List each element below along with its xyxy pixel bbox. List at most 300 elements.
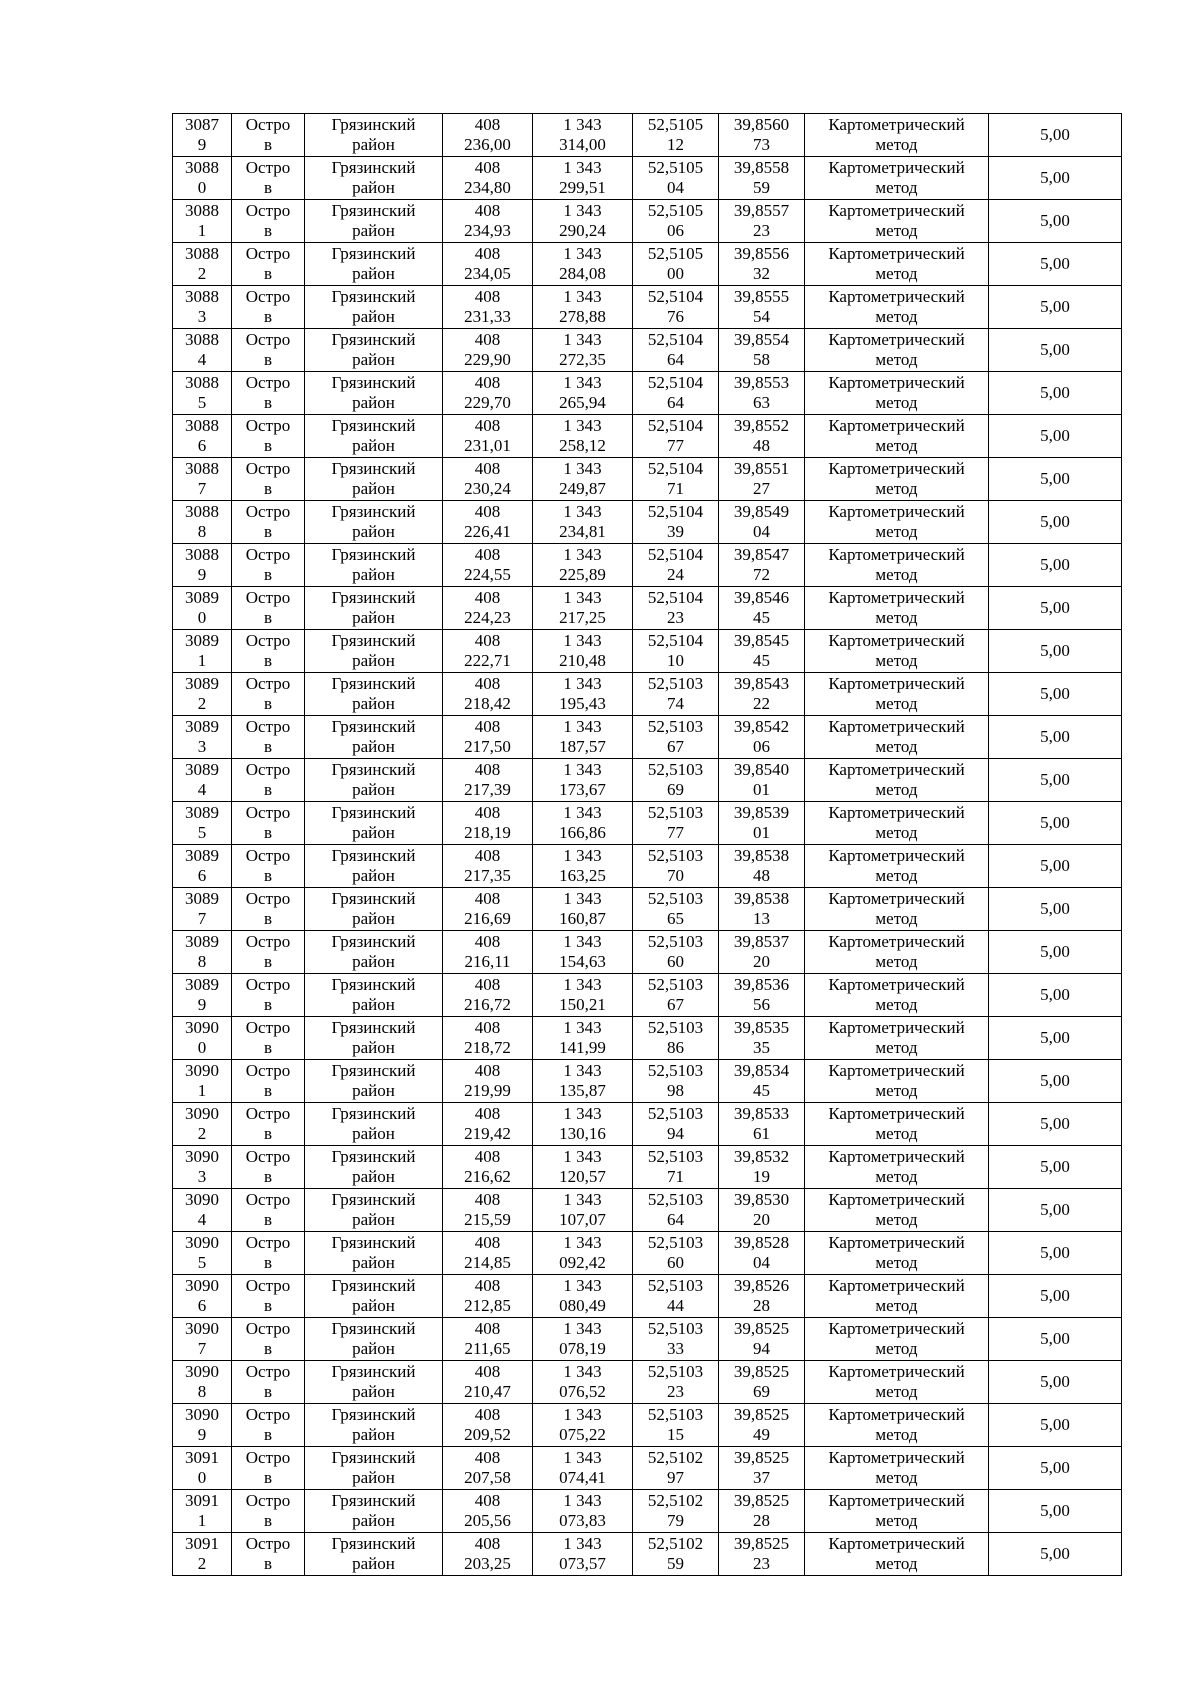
longitude-cell-line: 37: [753, 1468, 770, 1487]
coord-y-cell-line: 1 343: [563, 1018, 602, 1037]
point-number-cell-line: 3089: [185, 760, 219, 779]
point-number-cell: [173, 1017, 232, 1060]
latitude-cell: [633, 630, 719, 673]
coord-y-cell-line: 284,08: [559, 264, 606, 283]
district-cell: [305, 1361, 443, 1404]
object-type-cell-text: [232, 1189, 304, 1231]
coord-x-cell-text: [443, 415, 532, 457]
coord-x-cell: [443, 1103, 533, 1146]
latitude-cell-line: 70: [667, 866, 684, 885]
accuracy-cell: 5,00: [989, 1060, 1122, 1103]
object-type-cell-line: Остро: [245, 1018, 291, 1037]
longitude-cell: [719, 716, 805, 759]
coord-y-cell-text: [533, 974, 632, 1016]
coord-x-cell-text: [443, 1232, 532, 1274]
point-number-cell-line: 3091: [185, 1534, 219, 1553]
method-cell-text: [805, 1275, 988, 1317]
longitude-cell: [719, 931, 805, 974]
district-cell-line: район: [352, 1210, 395, 1229]
longitude-cell-line: 39,8553: [733, 373, 790, 392]
longitude-cell-line: 39,8538: [733, 889, 790, 908]
accuracy-cell: 5,00: [989, 1361, 1122, 1404]
latitude-cell-text: [633, 1533, 718, 1575]
accuracy-cell: 5,00: [989, 1146, 1122, 1189]
point-number-cell-line: 3089: [185, 674, 219, 693]
district-cell: [305, 1490, 443, 1533]
longitude-cell-line: 39,8539: [733, 803, 790, 822]
point-number-cell-line: 8: [197, 1382, 207, 1401]
latitude-cell-text: [633, 1404, 718, 1446]
coord-y-cell-text: [533, 415, 632, 457]
coord-x-cell-line: 408: [474, 1491, 501, 1510]
coord-x-cell-line: 203,25: [464, 1554, 511, 1573]
coord-x-cell-line: 234,80: [464, 178, 511, 197]
table-body: [173, 114, 1122, 1576]
coord-x-cell-text: [443, 888, 532, 930]
method-cell: [805, 1490, 989, 1533]
district-cell: [305, 974, 443, 1017]
coord-y-cell: [533, 716, 633, 759]
point-number-cell-line: 9: [197, 995, 207, 1014]
method-cell-line: метод: [875, 350, 918, 369]
point-number-cell: [173, 1361, 232, 1404]
coord-x-cell-line: 408: [474, 545, 501, 564]
district-cell: [305, 759, 443, 802]
district-cell: [305, 1318, 443, 1361]
coord-x-cell-line: 210,47: [464, 1382, 511, 1401]
longitude-cell: [719, 673, 805, 716]
coord-x-cell-line: 234,93: [464, 221, 511, 240]
coord-x-cell-line: 216,62: [464, 1167, 511, 1186]
coord-x-cell: [443, 802, 533, 845]
object-type-cell-line: в: [263, 1554, 273, 1573]
latitude-cell-text: [633, 1447, 718, 1489]
district-cell: [305, 802, 443, 845]
method-cell: [805, 1189, 989, 1232]
latitude-cell-text: [633, 845, 718, 887]
object-type-cell-text: [232, 1490, 304, 1532]
latitude-cell-line: 52,5104: [647, 330, 704, 349]
method-cell-text: [805, 716, 988, 758]
method-cell-text: [805, 845, 988, 887]
coord-y-cell: [533, 1404, 633, 1447]
coord-y-cell: [533, 888, 633, 931]
longitude-cell-line: 39,8554: [733, 330, 790, 349]
method-cell: [805, 931, 989, 974]
point-number-cell-text: [173, 1318, 231, 1360]
district-cell: [305, 114, 443, 157]
object-type-cell-text: [232, 415, 304, 457]
latitude-cell-line: 23: [667, 1382, 684, 1401]
latitude-cell-line: 52,5104: [647, 287, 704, 306]
method-cell-line: Картометрический: [828, 373, 965, 392]
coord-x-cell: [443, 1146, 533, 1189]
longitude-cell-text: [719, 329, 804, 371]
object-type-cell-line: Остро: [245, 1276, 291, 1295]
longitude-cell-line: 39,8538: [733, 846, 790, 865]
coord-y-cell-text: [533, 1490, 632, 1532]
point-number-cell-line: 0: [197, 178, 207, 197]
coord-y-cell-text: [533, 1404, 632, 1446]
longitude-cell-text: [719, 1533, 804, 1575]
district-cell: [305, 1017, 443, 1060]
district-cell-text: [305, 759, 442, 801]
point-number-cell-text: [173, 415, 231, 457]
object-type-cell-line: Остро: [245, 1061, 291, 1080]
accuracy-cell: 5,00: [989, 888, 1122, 931]
latitude-cell: [633, 974, 719, 1017]
latitude-cell-line: 86: [667, 1038, 684, 1057]
longitude-cell-line: 72: [753, 565, 770, 584]
method-cell: [805, 286, 989, 329]
coord-x-cell: [443, 1017, 533, 1060]
point-number-cell-line: 7: [197, 479, 207, 498]
object-type-cell-line: Остро: [245, 201, 291, 220]
coord-x-cell: [443, 1232, 533, 1275]
coord-y-cell-line: 1 343: [563, 803, 602, 822]
longitude-cell: [719, 845, 805, 888]
district-cell-line: район: [352, 1382, 395, 1401]
method-cell-line: Картометрический: [828, 330, 965, 349]
method-cell-text: [805, 630, 988, 672]
point-number-cell-text: [173, 200, 231, 242]
accuracy-cell: 5,00: [989, 458, 1122, 501]
coord-y-cell-line: 1 343: [563, 1061, 602, 1080]
object-type-cell-line: в: [263, 264, 273, 283]
longitude-cell-line: 28: [753, 1296, 770, 1315]
method-cell-text: [805, 1103, 988, 1145]
coord-y-cell-text: [533, 1060, 632, 1102]
accuracy-cell: 5,00: [989, 1318, 1122, 1361]
district-cell-text: [305, 329, 442, 371]
method-cell-line: метод: [875, 1038, 918, 1057]
method-cell-line: метод: [875, 1124, 918, 1143]
object-type-cell-text: [232, 1533, 304, 1575]
coord-y-cell-line: 1 343: [563, 115, 602, 134]
longitude-cell-line: 39,8546: [733, 588, 790, 607]
longitude-cell-line: 35: [753, 1038, 770, 1057]
latitude-cell-line: 12: [667, 135, 684, 154]
latitude-cell-text: [633, 1361, 718, 1403]
latitude-cell-text: [633, 114, 718, 156]
method-cell-text: [805, 1361, 988, 1403]
coord-y-cell: [533, 1318, 633, 1361]
district-cell-line: Грязинский: [331, 1491, 416, 1510]
district-cell-line: Грязинский: [331, 1534, 416, 1553]
point-number-cell: [173, 544, 232, 587]
object-type-cell-line: Остро: [245, 1534, 291, 1553]
object-type-cell-line: Остро: [245, 1233, 291, 1252]
point-number-cell-line: 9: [197, 135, 207, 154]
accuracy-cell: 5,00: [989, 845, 1122, 888]
coord-x-cell-line: 217,50: [464, 737, 511, 756]
point-number-cell: [173, 458, 232, 501]
coord-x-cell-line: 408: [474, 459, 501, 478]
coord-x-cell: [443, 243, 533, 286]
latitude-cell-text: [633, 630, 718, 672]
object-type-cell: [232, 974, 305, 1017]
object-type-cell-line: в: [263, 1296, 273, 1315]
longitude-cell-line: 39,8552: [733, 416, 790, 435]
latitude-cell-text: [633, 243, 718, 285]
longitude-cell-text: [719, 716, 804, 758]
coord-y-cell-text: [533, 759, 632, 801]
point-number-cell-text: [173, 157, 231, 199]
longitude-cell: [719, 200, 805, 243]
longitude-cell-text: [719, 888, 804, 930]
method-cell-text: [805, 1447, 988, 1489]
accuracy-cell: 5,00: [989, 759, 1122, 802]
object-type-cell-line: в: [263, 995, 273, 1014]
point-number-cell-text: [173, 1017, 231, 1059]
district-cell-text: [305, 1361, 442, 1403]
method-cell-text: [805, 1189, 988, 1231]
point-number-cell-line: 0: [197, 608, 207, 627]
district-cell-text: [305, 1017, 442, 1059]
latitude-cell-line: 52,5103: [647, 1104, 704, 1123]
latitude-cell-line: 77: [667, 823, 684, 842]
longitude-cell-line: 32: [753, 264, 770, 283]
coord-x-cell-line: 224,55: [464, 565, 511, 584]
district-cell-line: район: [352, 1038, 395, 1057]
longitude-cell-text: [719, 458, 804, 500]
method-cell-line: метод: [875, 393, 918, 412]
point-number-cell-text: [173, 974, 231, 1016]
longitude-cell: [719, 501, 805, 544]
coord-x-cell-text: [443, 200, 532, 242]
coord-x-cell: [443, 200, 533, 243]
latitude-cell-line: 74: [667, 694, 684, 713]
object-type-cell-line: в: [263, 436, 273, 455]
object-type-cell-text: [232, 759, 304, 801]
method-cell-line: метод: [875, 1382, 918, 1401]
object-type-cell-line: Остро: [245, 244, 291, 263]
coord-y-cell-text: [533, 716, 632, 758]
latitude-cell-line: 52,5103: [647, 803, 704, 822]
coord-y-cell-line: 1 343: [563, 975, 602, 994]
object-type-cell-line: в: [263, 393, 273, 412]
method-cell-line: Картометрический: [828, 416, 965, 435]
object-type-cell: [232, 931, 305, 974]
coord-y-cell-line: 1 343: [563, 1147, 602, 1166]
point-number-cell-line: 3088: [185, 545, 219, 564]
coord-y-cell-line: 1 343: [563, 1491, 602, 1510]
object-type-cell-line: в: [263, 1167, 273, 1186]
latitude-cell: [633, 1232, 719, 1275]
latitude-cell-text: [633, 544, 718, 586]
latitude-cell: [633, 286, 719, 329]
coord-y-cell: [533, 157, 633, 200]
point-number-cell-line: 5: [197, 823, 207, 842]
district-cell-line: Грязинский: [331, 932, 416, 951]
coord-x-cell-line: 207,58: [464, 1468, 511, 1487]
coord-x-cell-text: [443, 286, 532, 328]
coord-x-cell-line: 408: [474, 1190, 501, 1209]
point-number-cell: [173, 200, 232, 243]
point-number-cell-line: 2: [197, 264, 207, 283]
coord-x-cell: [443, 888, 533, 931]
latitude-cell-line: 52,5103: [647, 1018, 704, 1037]
point-number-cell-text: [173, 286, 231, 328]
point-number-cell-line: 3091: [185, 1448, 219, 1467]
point-number-cell: [173, 1275, 232, 1318]
latitude-cell: [633, 587, 719, 630]
accuracy-cell: 5,00: [989, 243, 1122, 286]
point-number-cell-line: 3: [197, 307, 207, 326]
district-cell: [305, 415, 443, 458]
longitude-cell-text: [719, 372, 804, 414]
accuracy-cell: 5,00: [989, 1017, 1122, 1060]
latitude-cell: [633, 673, 719, 716]
latitude-cell: [633, 1189, 719, 1232]
district-cell-line: Грязинский: [331, 803, 416, 822]
coord-x-cell: [443, 157, 533, 200]
longitude-cell-line: 39,8533: [733, 1104, 790, 1123]
point-number-cell: [173, 372, 232, 415]
object-type-cell-line: Остро: [245, 932, 291, 951]
district-cell-line: район: [352, 823, 395, 842]
method-cell-line: метод: [875, 1554, 918, 1573]
method-cell: [805, 802, 989, 845]
coord-y-cell: [533, 931, 633, 974]
coord-y-cell-line: 163,25: [559, 866, 606, 885]
object-type-cell-line: Остро: [245, 674, 291, 693]
longitude-cell-line: 27: [753, 479, 770, 498]
object-type-cell: [232, 1189, 305, 1232]
district-cell-line: район: [352, 1124, 395, 1143]
point-number-cell-text: [173, 931, 231, 973]
object-type-cell-line: в: [263, 1339, 273, 1358]
coord-x-cell: [443, 1361, 533, 1404]
point-number-cell-line: 5: [197, 393, 207, 412]
longitude-cell-text: [719, 1060, 804, 1102]
latitude-cell-line: 64: [667, 393, 684, 412]
object-type-cell-line: Остро: [245, 1147, 291, 1166]
longitude-cell-line: 39,8525: [733, 1491, 790, 1510]
point-number-cell: [173, 802, 232, 845]
point-number-cell-text: [173, 1060, 231, 1102]
district-cell: [305, 673, 443, 716]
district-cell: [305, 587, 443, 630]
method-cell-text: [805, 200, 988, 242]
district-cell-line: район: [352, 608, 395, 627]
coord-y-cell: [533, 1533, 633, 1576]
coord-x-cell-text: [443, 716, 532, 758]
district-cell-text: [305, 587, 442, 629]
table-row: [173, 1060, 1122, 1103]
object-type-cell: [232, 1017, 305, 1060]
method-cell: [805, 1017, 989, 1060]
latitude-cell-text: [633, 1275, 718, 1317]
method-cell: [805, 501, 989, 544]
longitude-cell-line: 06: [753, 737, 770, 756]
coord-x-cell: [443, 114, 533, 157]
point-number-cell: [173, 1103, 232, 1146]
district-cell-line: Грязинский: [331, 760, 416, 779]
table-row: [173, 931, 1122, 974]
table-row: [173, 1103, 1122, 1146]
object-type-cell: [232, 329, 305, 372]
object-type-cell: [232, 1232, 305, 1275]
coord-y-cell: [533, 759, 633, 802]
method-cell-text: [805, 458, 988, 500]
district-cell-line: Грязинский: [331, 1276, 416, 1295]
coord-y-cell: [533, 845, 633, 888]
object-type-cell-line: Остро: [245, 158, 291, 177]
method-cell: [805, 1447, 989, 1490]
district-cell-line: район: [352, 909, 395, 928]
coord-x-cell-line: 408: [474, 115, 501, 134]
district-cell-text: [305, 1232, 442, 1274]
object-type-cell-text: [232, 1361, 304, 1403]
point-number-cell-text: [173, 1361, 231, 1403]
longitude-cell-line: 39,8525: [733, 1362, 790, 1381]
method-cell: [805, 329, 989, 372]
longitude-cell-line: 39,8556: [733, 244, 790, 263]
longitude-cell-line: 39,8534: [733, 1061, 790, 1080]
longitude-cell-line: 39,8549: [733, 502, 790, 521]
point-number-cell-line: 3088: [185, 201, 219, 220]
object-type-cell-line: в: [263, 135, 273, 154]
object-type-cell-line: в: [263, 1382, 273, 1401]
latitude-cell-line: 60: [667, 952, 684, 971]
coord-x-cell-text: [443, 931, 532, 973]
latitude-cell-text: [633, 329, 718, 371]
coord-y-cell-text: [533, 587, 632, 629]
latitude-cell-text: [633, 587, 718, 629]
latitude-cell-line: 52,5104: [647, 416, 704, 435]
object-type-cell-line: в: [263, 565, 273, 584]
longitude-cell: [719, 372, 805, 415]
table-row: [173, 200, 1122, 243]
district-cell-text: [305, 974, 442, 1016]
method-cell-line: метод: [875, 608, 918, 627]
coord-y-cell-line: 078,19: [559, 1339, 606, 1358]
coord-y-cell-text: [533, 673, 632, 715]
coord-y-cell-line: 1 343: [563, 502, 602, 521]
longitude-cell-text: [719, 1232, 804, 1274]
longitude-cell-line: 48: [753, 436, 770, 455]
point-number-cell-text: [173, 1146, 231, 1188]
object-type-cell-line: в: [263, 221, 273, 240]
latitude-cell: [633, 802, 719, 845]
coord-x-cell-text: [443, 1533, 532, 1575]
object-type-cell: [232, 587, 305, 630]
object-type-cell: [232, 1318, 305, 1361]
object-type-cell-text: [232, 716, 304, 758]
coord-x-cell-line: 408: [474, 1448, 501, 1467]
district-cell-line: Грязинский: [331, 846, 416, 865]
method-cell: [805, 630, 989, 673]
latitude-cell-text: [633, 1490, 718, 1532]
object-type-cell-line: в: [263, 350, 273, 369]
latitude-cell-text: [633, 1017, 718, 1059]
latitude-cell-line: 52,5103: [647, 975, 704, 994]
latitude-cell-line: 52,5104: [647, 502, 704, 521]
longitude-cell-line: 58: [753, 350, 770, 369]
point-number-cell-line: 3090: [185, 1276, 219, 1295]
latitude-cell-line: 52,5105: [647, 201, 704, 220]
latitude-cell-line: 94: [667, 1124, 684, 1143]
method-cell-text: [805, 974, 988, 1016]
coord-y-cell: [533, 630, 633, 673]
coord-y-cell: [533, 1146, 633, 1189]
object-type-cell-line: Остро: [245, 416, 291, 435]
longitude-cell-line: 39,8536: [733, 975, 790, 994]
district-cell-text: [305, 673, 442, 715]
district-cell: [305, 716, 443, 759]
coord-y-cell-line: 1 343: [563, 631, 602, 650]
